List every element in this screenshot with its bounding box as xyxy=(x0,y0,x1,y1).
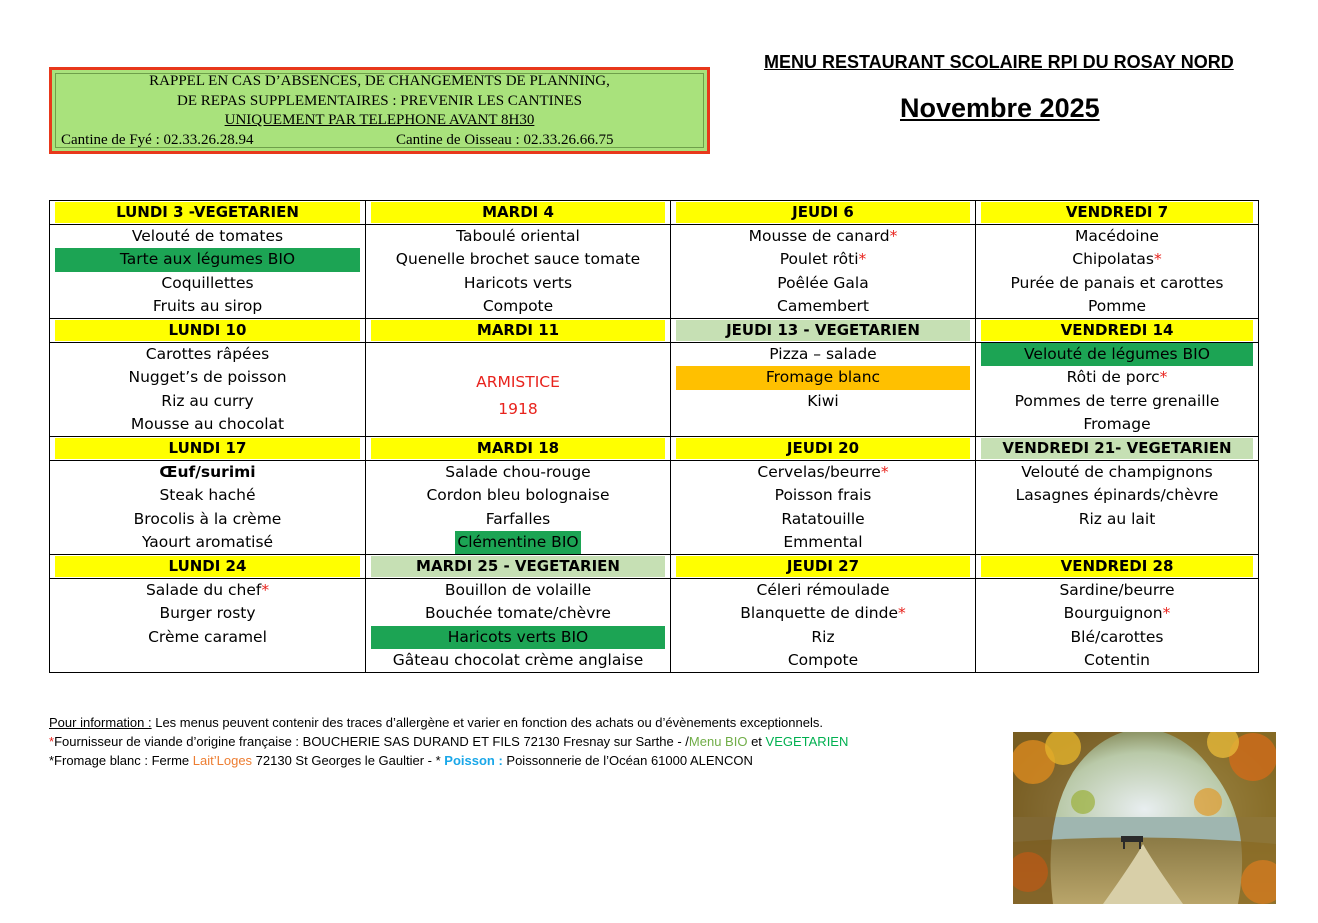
menu-item: Nugget’s de poisson xyxy=(128,368,287,387)
french-meat-star: * xyxy=(897,604,906,623)
day-header: VENDREDI 14 xyxy=(976,319,1259,343)
menu-item: Pizza – salade xyxy=(769,345,877,363)
menu-item: Salade du chef* xyxy=(145,581,270,599)
menu-item: Bouchée tomate/chèvre xyxy=(425,604,611,623)
menu-item: Kiwi xyxy=(807,391,839,410)
menu-item: Œuf/surimi xyxy=(159,463,256,481)
day-header: LUNDI 3 -VEGETARIEN xyxy=(50,201,366,225)
week-menu-row xyxy=(50,343,1259,437)
menu-item: Macédoine xyxy=(1075,227,1159,245)
menu-item: Mousse au chocolat xyxy=(130,414,285,433)
menu-item: Bourguignon* xyxy=(1063,604,1171,623)
day-header-vegetarian: JEUDI 13 - VEGETARIEN xyxy=(671,319,976,343)
menu-item-bio: Tarte aux légumes BIO xyxy=(55,248,360,271)
menu-item xyxy=(366,531,670,554)
menu-item: Riz au lait xyxy=(1078,509,1156,528)
menu-item: Haricots verts xyxy=(463,273,573,292)
menu-item: Poisson frais xyxy=(774,486,872,505)
info-line-cheese-fish: *Fromage blanc : Ferme Lait’Loges 72130 St Georges le Gaultier - * Poisson : Poissonnerie de l’Océan 61000 ALENCON xyxy=(49,753,753,768)
day-header: LUNDI 24 xyxy=(50,555,366,579)
cantine-oisseau-phone: Cantine de Oisseau : 02.33.26.66.75 xyxy=(396,132,614,148)
day-header: MARDI 18 xyxy=(366,437,671,461)
menu-item: Fromage xyxy=(1083,414,1151,433)
menu-item: Poulet rôti* xyxy=(779,250,867,269)
day-menu xyxy=(671,461,976,555)
menu-item-bio: Velouté de légumes BIO xyxy=(981,343,1253,366)
menu-item: Blé/carottes xyxy=(1070,627,1164,646)
menu-item: Mousse de canard* xyxy=(748,227,898,245)
day-menu-holiday xyxy=(366,343,671,437)
week-header-row xyxy=(50,319,1259,343)
menu-item: Fruits au sirop xyxy=(152,296,263,315)
menu-item: Compote xyxy=(482,296,554,315)
menu-item-bio: Clémentine BIO xyxy=(455,531,580,554)
menu-item-bio: Haricots verts BIO xyxy=(371,626,665,649)
menu-item: Riz au curry xyxy=(161,391,254,410)
french-meat-star: * xyxy=(1153,250,1162,269)
menu-item: Cotentin xyxy=(1084,650,1150,669)
day-menu xyxy=(671,225,976,319)
day-header: MARDI 11 xyxy=(366,319,671,343)
day-menu xyxy=(976,343,1259,437)
menu-item: Coquillettes xyxy=(161,273,254,292)
day-header: LUNDI 10 xyxy=(50,319,366,343)
day-menu xyxy=(50,579,366,673)
menu-item: Quenelle brochet sauce tomate xyxy=(395,250,641,269)
week-header-row xyxy=(50,437,1259,461)
day-menu xyxy=(366,225,671,319)
armistice-year: 1918 xyxy=(498,400,538,418)
menu-item: Pommes de terre grenaille xyxy=(1014,391,1220,410)
menu-item: Salade chou-rouge xyxy=(445,463,591,481)
menu-item: Cervelas/beurre* xyxy=(757,463,889,481)
day-header-vegetarian: MARDI 25 - VEGETARIEN xyxy=(366,555,671,579)
menu-item: Purée de panais et carottes xyxy=(1010,273,1224,292)
day-menu xyxy=(671,579,976,673)
absence-notice-box xyxy=(49,67,710,154)
day-header: JEUDI 20 xyxy=(671,437,976,461)
menu-item: Burger rosty xyxy=(159,604,256,623)
menu-item: Brocolis à la crème xyxy=(133,509,282,528)
day-menu xyxy=(976,225,1259,319)
day-header: VENDREDI 28 xyxy=(976,555,1259,579)
day-menu xyxy=(976,461,1259,555)
menu-item: Farfalles xyxy=(485,509,551,528)
menu-item: Ratatouille xyxy=(781,509,865,528)
menu-item: Velouté de tomates xyxy=(131,227,284,245)
day-menu xyxy=(366,461,671,555)
notice-line-2: DE REPAS SUPPLEMENTAIRES : PREVENIR LES CANTINES xyxy=(177,93,582,109)
day-menu xyxy=(976,579,1259,673)
month-title: Novembre 2025 xyxy=(900,93,1100,123)
french-meat-star: * xyxy=(261,581,270,599)
week-menu-row xyxy=(50,225,1259,319)
day-header: LUNDI 17 xyxy=(50,437,366,461)
day-menu xyxy=(50,343,366,437)
armistice-label: ARMISTICE xyxy=(476,373,560,391)
week-header-row xyxy=(50,555,1259,579)
week-header-row xyxy=(50,201,1259,225)
autumn-park-photo xyxy=(1013,732,1276,904)
menu-item: Lasagnes épinards/chèvre xyxy=(1015,486,1219,505)
menu-item: Gâteau chocolat crème anglaise xyxy=(392,650,644,669)
info-line-allergens: Pour information : Les menus peuvent contenir des traces d’allergène et varier en fonction des achats ou d’évènements exceptionnels. xyxy=(49,715,823,730)
menu-item: Blanquette de dinde* xyxy=(740,604,906,623)
menu-item: Céleri rémoulade xyxy=(756,581,890,599)
menu-item: Crème caramel xyxy=(148,627,267,646)
information-notes xyxy=(49,713,848,770)
menu-item: Carottes râpées xyxy=(145,345,270,363)
french-meat-star: * xyxy=(889,227,898,245)
french-meat-star: * xyxy=(880,463,889,481)
menu-item: Emmental xyxy=(783,532,863,551)
notice-line-3: UNIQUEMENT PAR TELEPHONE AVANT 8H30 xyxy=(224,112,535,128)
day-header: JEUDI 6 xyxy=(671,201,976,225)
menu-table xyxy=(49,200,1259,673)
week-menu-row xyxy=(50,461,1259,555)
menu-item: Bouillon de volaille xyxy=(444,581,592,599)
day-header-vegetarian: VENDREDI 21- VEGETARIEN xyxy=(976,437,1259,461)
day-header: VENDREDI 7 xyxy=(976,201,1259,225)
menu-item: Steak haché xyxy=(159,486,256,505)
menu-item: Cordon bleu bolognaise xyxy=(426,486,610,505)
notice-line-1: RAPPEL EN CAS D’ABSENCES, DE CHANGEMENTS DE PLANNING, xyxy=(149,73,610,89)
cantine-fye-phone: Cantine de Fyé : 02.33.26.28.94 xyxy=(61,132,254,148)
menu-item: Poêlée Gala xyxy=(777,273,869,292)
menu-item: Rôti de porc* xyxy=(1066,368,1168,387)
french-meat-star: * xyxy=(1159,368,1168,387)
menu-title: MENU RESTAURANT SCOLAIRE RPI DU ROSAY NORD xyxy=(764,52,1234,72)
menu-item: Yaourt aromatisé xyxy=(141,532,274,551)
menu-item: Camembert xyxy=(777,296,869,315)
day-menu xyxy=(366,579,671,673)
info-line-meat-supplier: *Fournisseur de viande d’origine française : BOUCHERIE SAS DURAND ET FILS 72130 Fresnay sur Sarthe - /Menu BIO et VEGETARIEN xyxy=(49,734,849,749)
day-header: JEUDI 27 xyxy=(671,555,976,579)
menu-item: Taboulé oriental xyxy=(456,227,580,245)
menu-item: Pomme xyxy=(1087,296,1146,315)
menu-item-fromage-blanc: Fromage blanc xyxy=(676,366,970,389)
week-menu-row xyxy=(50,579,1259,673)
day-header: MARDI 4 xyxy=(366,201,671,225)
menu-item: Velouté de champignons xyxy=(1021,463,1213,481)
menu-item: Chipolatas* xyxy=(1072,250,1162,269)
menu-item: Riz xyxy=(811,627,835,646)
menu-item: Compote xyxy=(787,650,859,669)
french-meat-star: * xyxy=(1162,604,1171,623)
day-menu xyxy=(50,461,366,555)
menu-item: Sardine/beurre xyxy=(1059,581,1175,599)
day-menu xyxy=(671,343,976,437)
french-meat-star: * xyxy=(858,250,867,269)
day-menu xyxy=(50,225,366,319)
